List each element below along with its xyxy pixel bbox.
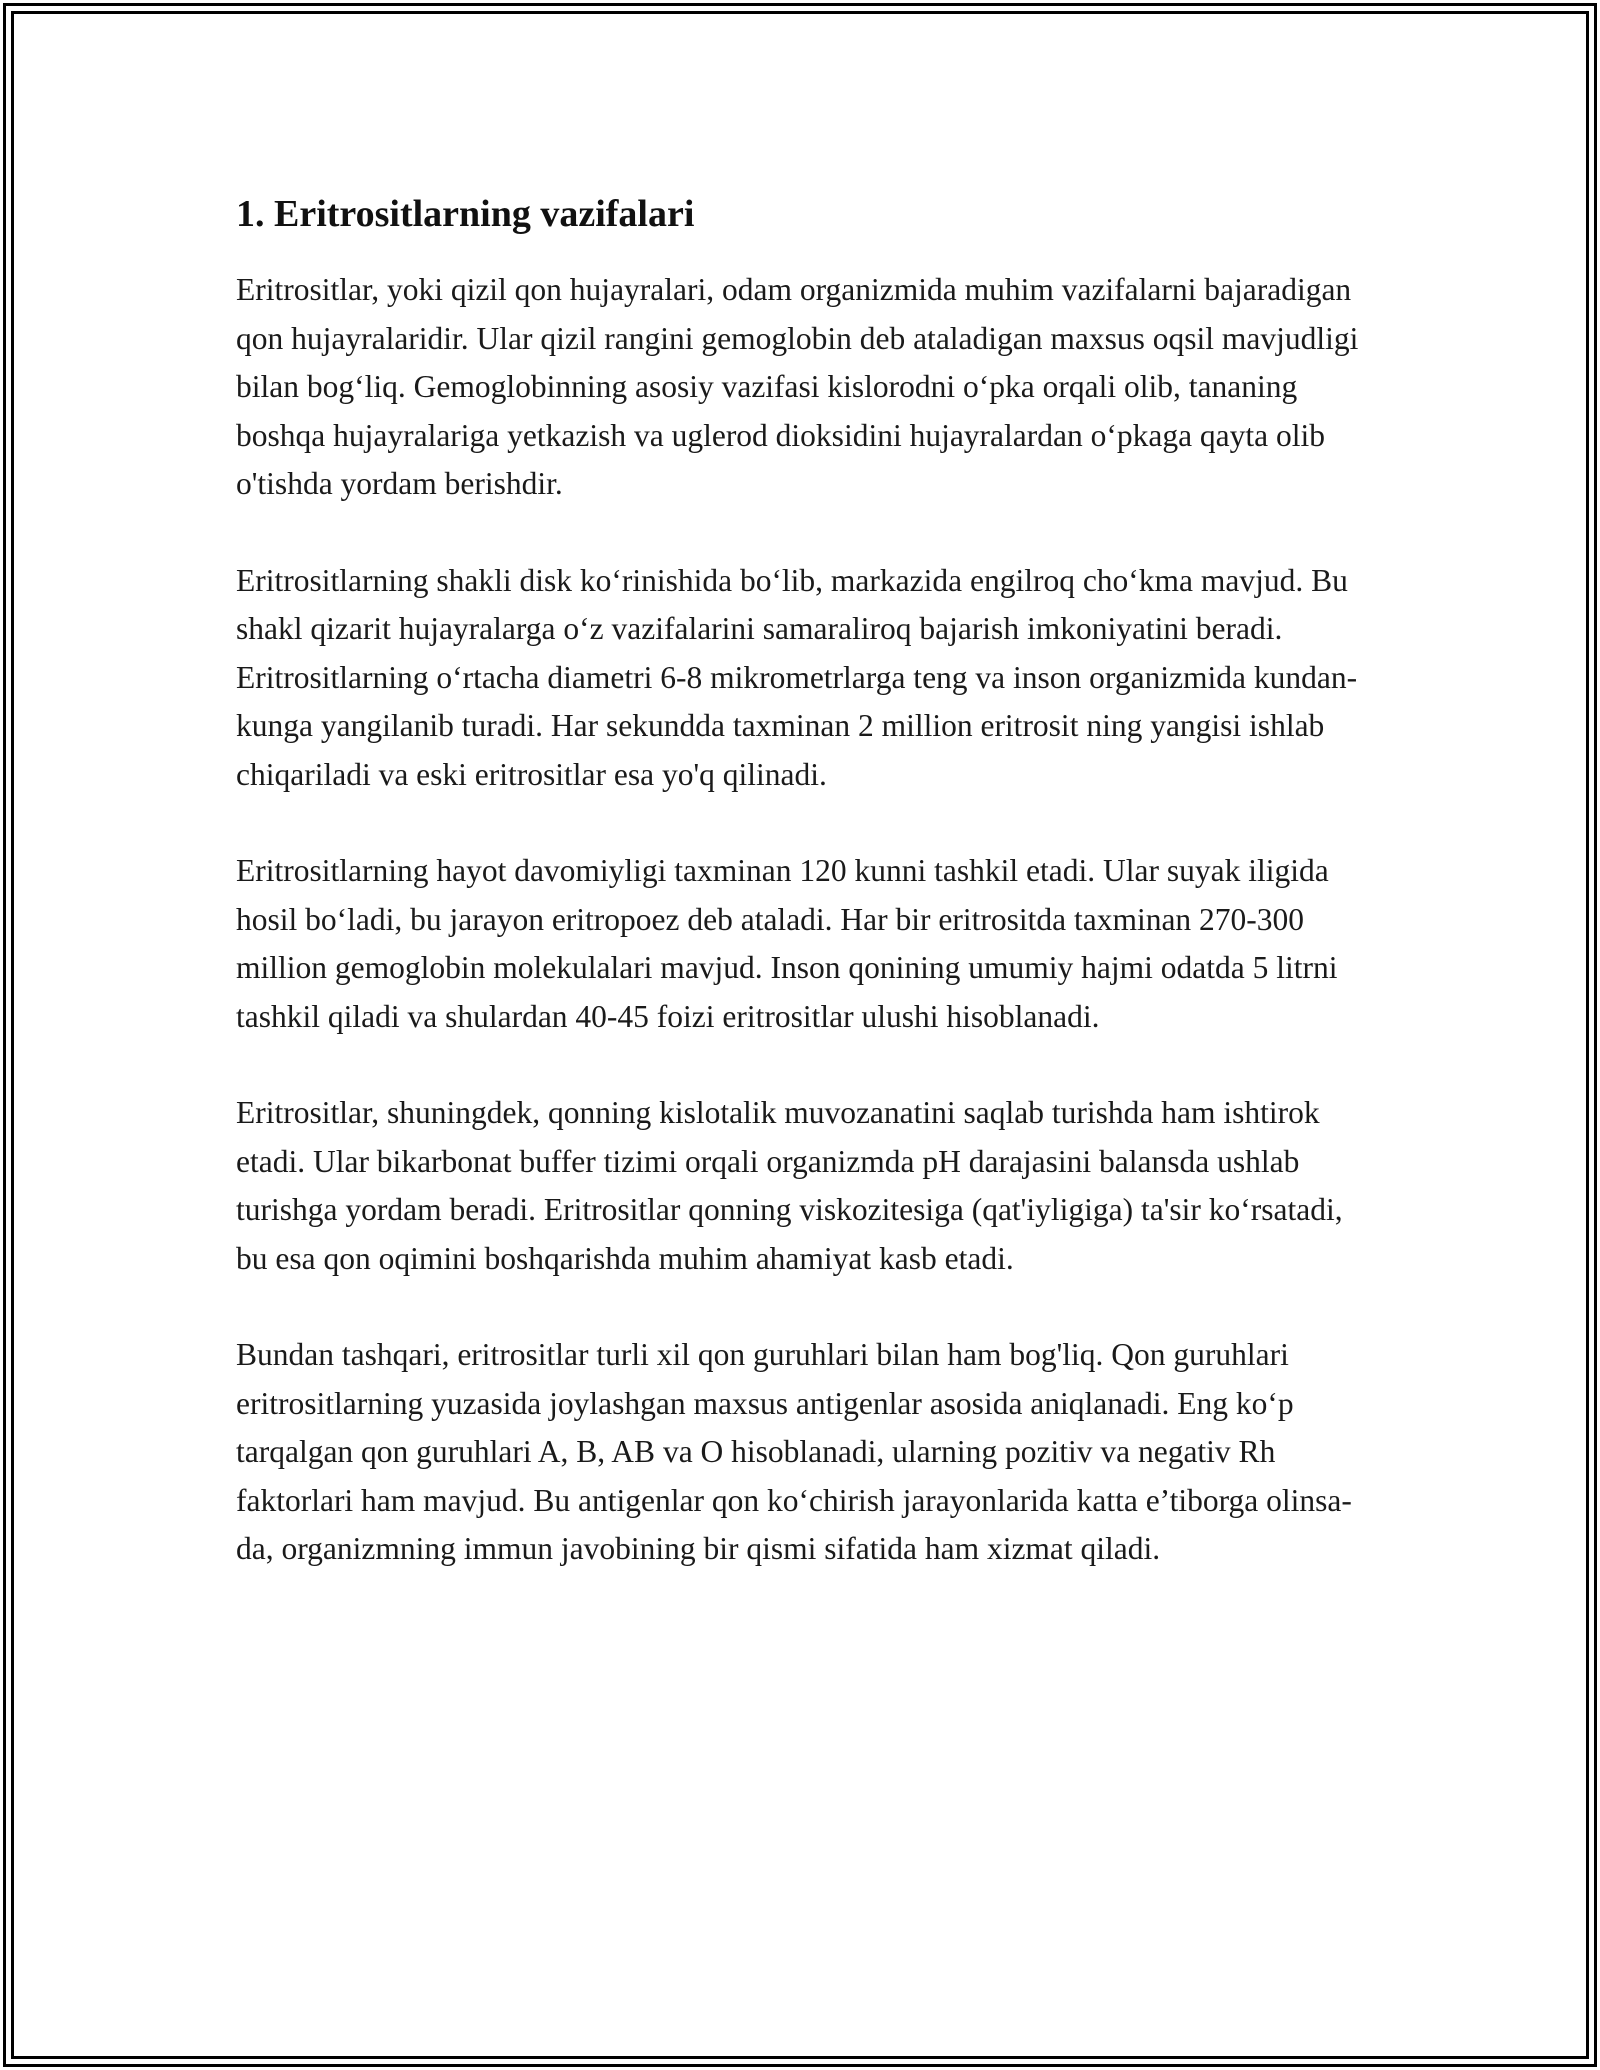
document-body xyxy=(236,186,1376,1622)
paragraph-5: Bundan tashqari, eritrositlar turli xil qon guruhlari bilan ham bog'liq. Qon guruhlari eritrositlarning yuzasida joylashgan maxsus antigenlar asosida aniqlanadi. Eng ko‘p tarqalgan qon guruhlari A, B, AB va O hisoblanadi, ularning pozitiv va negativ Rh faktorlari ham mavjud. Bu antigenlar qon ko‘chirish jarayonlarida katta e’tiborga olinsa-da, organizmning immun javobining bir qismi sifatida ham xizmat qiladi. xyxy=(236,1337,1352,1566)
paragraph-3: Eritrositlarning hayot davomiyligi taxminan 120 kunni tashkil etadi. Ular suyak iligida hosil bo‘ladi, bu jarayon eritropoez deb ataladi. Har bir eritrositda taxminan 270-300 million gemoglobin molekulalari mavjud. Inson qonining umumiy hajmi odatda 5 litrni tashkil qiladi va shulardan 40-45 foizi eritrositlar ulushi hisoblanadi. xyxy=(236,853,1338,1034)
section-heading: 1. Eritrositlarning vazifalari xyxy=(236,193,695,235)
paragraph-2: Eritrositlarning shakli disk ko‘rinishida bo‘lib, markazida engilroq cho‘kma mavjud. Bu shakl qizarit hujayralarga o‘z vazifalarini samaraliroq bajarish imkoniyatini beradi. Eritrositlarning o‘rtacha diametri 6-8 mikrometrlarga teng va inson organizmida kundan-kunga yangilanib turadi. Har sekundda taxminan 2 million eritrosit ning yangisi ishlab chiqariladi va eski eritrositlar esa yo'q qilinadi. xyxy=(236,562,1358,792)
paragraph-1: Eritrositlar, yoki qizil qon hujayralari, odam organizmida muhim vazifalarni bajaradigan qon hujayralaridir. Ular qizil rangini gemoglobin deb ataladigan maxsus oqsil mavjudligi bilan bog‘liq. Gemoglobinning asosiy vazifasi kislorodni o‘pka orqali olib, tananing boshqa hujayralariga yetkazish va uglerod dioksidini hujayralardan o‘pkaga qayta olib o'tishda yordam berishdir. xyxy=(236,272,1359,501)
paragraph-4: Eritrositlar, shuningdek, qonning kislotalik muvozanatini saqlab turishda ham ishtirok etadi. Ular bikarbonat buffer tizimi orqali organizmda pH darajasini balansda ushlab turishga yordam beradi. Eritrositlar qonning viskozitesiga (qat'iyligiga) ta'sir ko‘rsatadi, bu esa qon oqimini boshqarishda muhim ahamiyat kasb etadi. xyxy=(236,1095,1343,1276)
